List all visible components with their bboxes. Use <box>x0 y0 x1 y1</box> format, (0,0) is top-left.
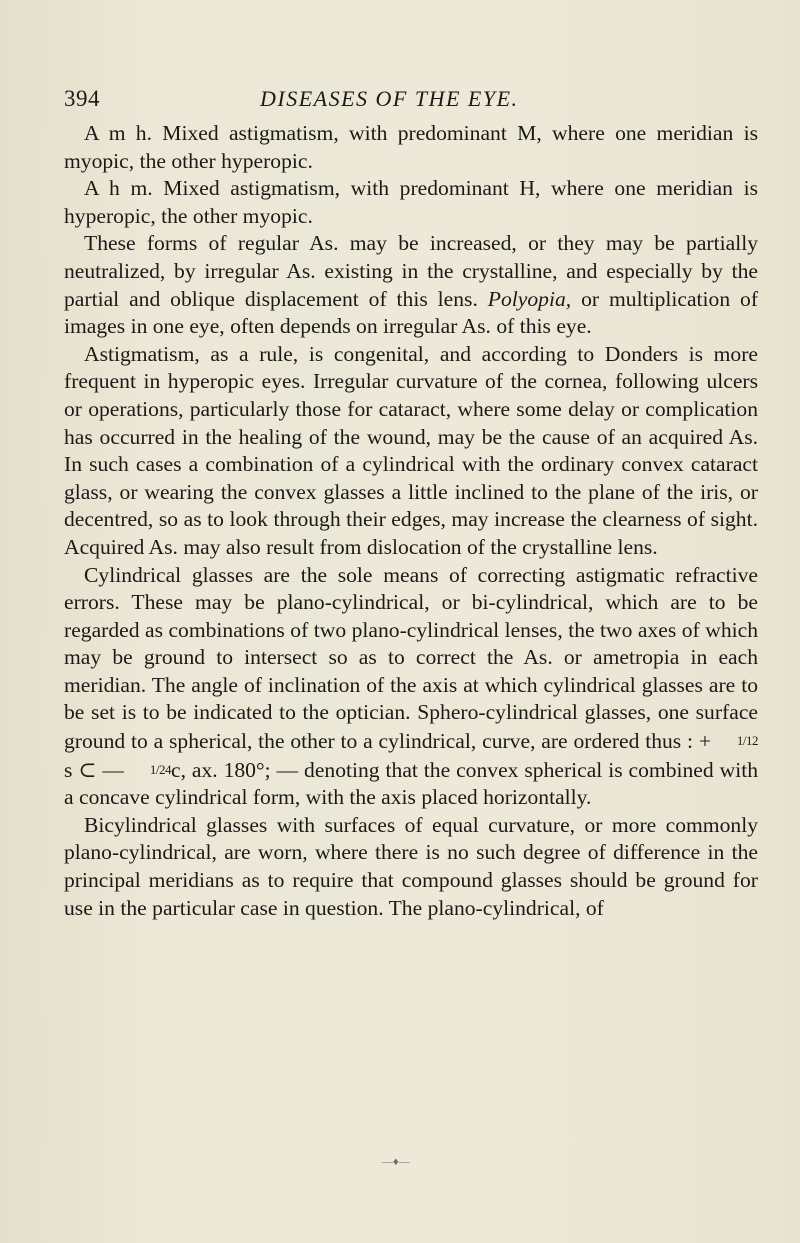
paragraph-cylindrical-glasses <box>64 562 758 812</box>
formula-cylinder-fraction: 1/24 <box>149 761 171 777</box>
footer-ornament: —♦— <box>382 1156 410 1168</box>
formula-sphere-unit: s <box>64 757 73 782</box>
formula-sphere-fraction: 1/12 <box>736 733 758 749</box>
paragraph-regular-forms <box>64 230 758 340</box>
paragraph-denoting-text: — denoting that the convex spherical is combined with a concave cylindrical form, with the axis placed horizontally. <box>64 757 758 810</box>
formula-cylinder-unit: c, <box>170 757 186 782</box>
paragraph-regular-forms-text: These forms of regular As. may be increased, or they may be partially neutralized, by irregular As. existing in the crystalline, and especially by the partial and oblique displacement of this lens. <box>64 231 758 311</box>
paragraph-congenital: Astigmatism, as a rule, is congenital, and according to Donders is more frequent in hyperopic eyes. Irregular curvature of the cornea, following ulcers or operations, particularly those for cataract, where some delay or complication has occurred in the healing of the wound, may be the cause of an acquired As. In such cases a combination of a cylindrical with the ordinary convex cataract glass, or wearing the convex glasses a little inclined to the plane of the iris, or decentred, so as to look through their edges, may increase the clearness of sight. Acquired As. may also result from dislocation of the crystalline lens. <box>64 341 758 559</box>
formula-combine-symbol: ⊂ <box>78 757 97 782</box>
running-head <box>64 86 754 116</box>
body-text <box>64 120 758 922</box>
formula-minus: — <box>102 757 124 782</box>
paragraph-cylindrical-text: Cylindrical glasses are the sole means of correcting astigmatic refractive errors. These may be plano-cylindrical, or bi-cylindrical, which are to be regarded as combinations of two plano-cylindrical lenses, the two axes of which may be ground to intersect so as to correct the As. or ametropia in each meridian. The angle of inclination of the axis at which cylindrical glasses are to be set is to be indicated to the optician. Sphero-cylindrical glasses, one surface ground to a spherical, the other to a cylindrical, curve, are ordered thus : <box>64 562 758 754</box>
formula-axis: ax. 180°; <box>191 757 271 782</box>
running-title: DISEASES OF THE EYE. <box>260 86 519 111</box>
paragraph-mixed-astigmatism-h: A h m. Mixed astigmatism, with predominant H, where one meridian is hyperopic, the other myopic. <box>64 176 758 228</box>
paragraph-polyopia-text: or multiplication of images in one eye, often depends on irregular As. of this eye. <box>64 286 759 339</box>
formula-plus: + <box>698 729 712 754</box>
paragraph-mixed-astigmatism-m: A m h. Mixed astigmatism, with predominant M, where one meridian is myopic, the other hyperopic. <box>64 121 758 173</box>
italic-term-polyopia: Polyopia, <box>487 286 572 311</box>
paragraph-bicylindrical: Bicylindrical glasses with surfaces of equal curvature, or more commonly plano-cylindrical, are worn, where there is no such degree of difference in the principal meridians as to require that compound glasses should be ground for use in the particular case in question. The plano-cylindrical, of <box>64 812 758 920</box>
page-number: 394 <box>64 86 100 111</box>
